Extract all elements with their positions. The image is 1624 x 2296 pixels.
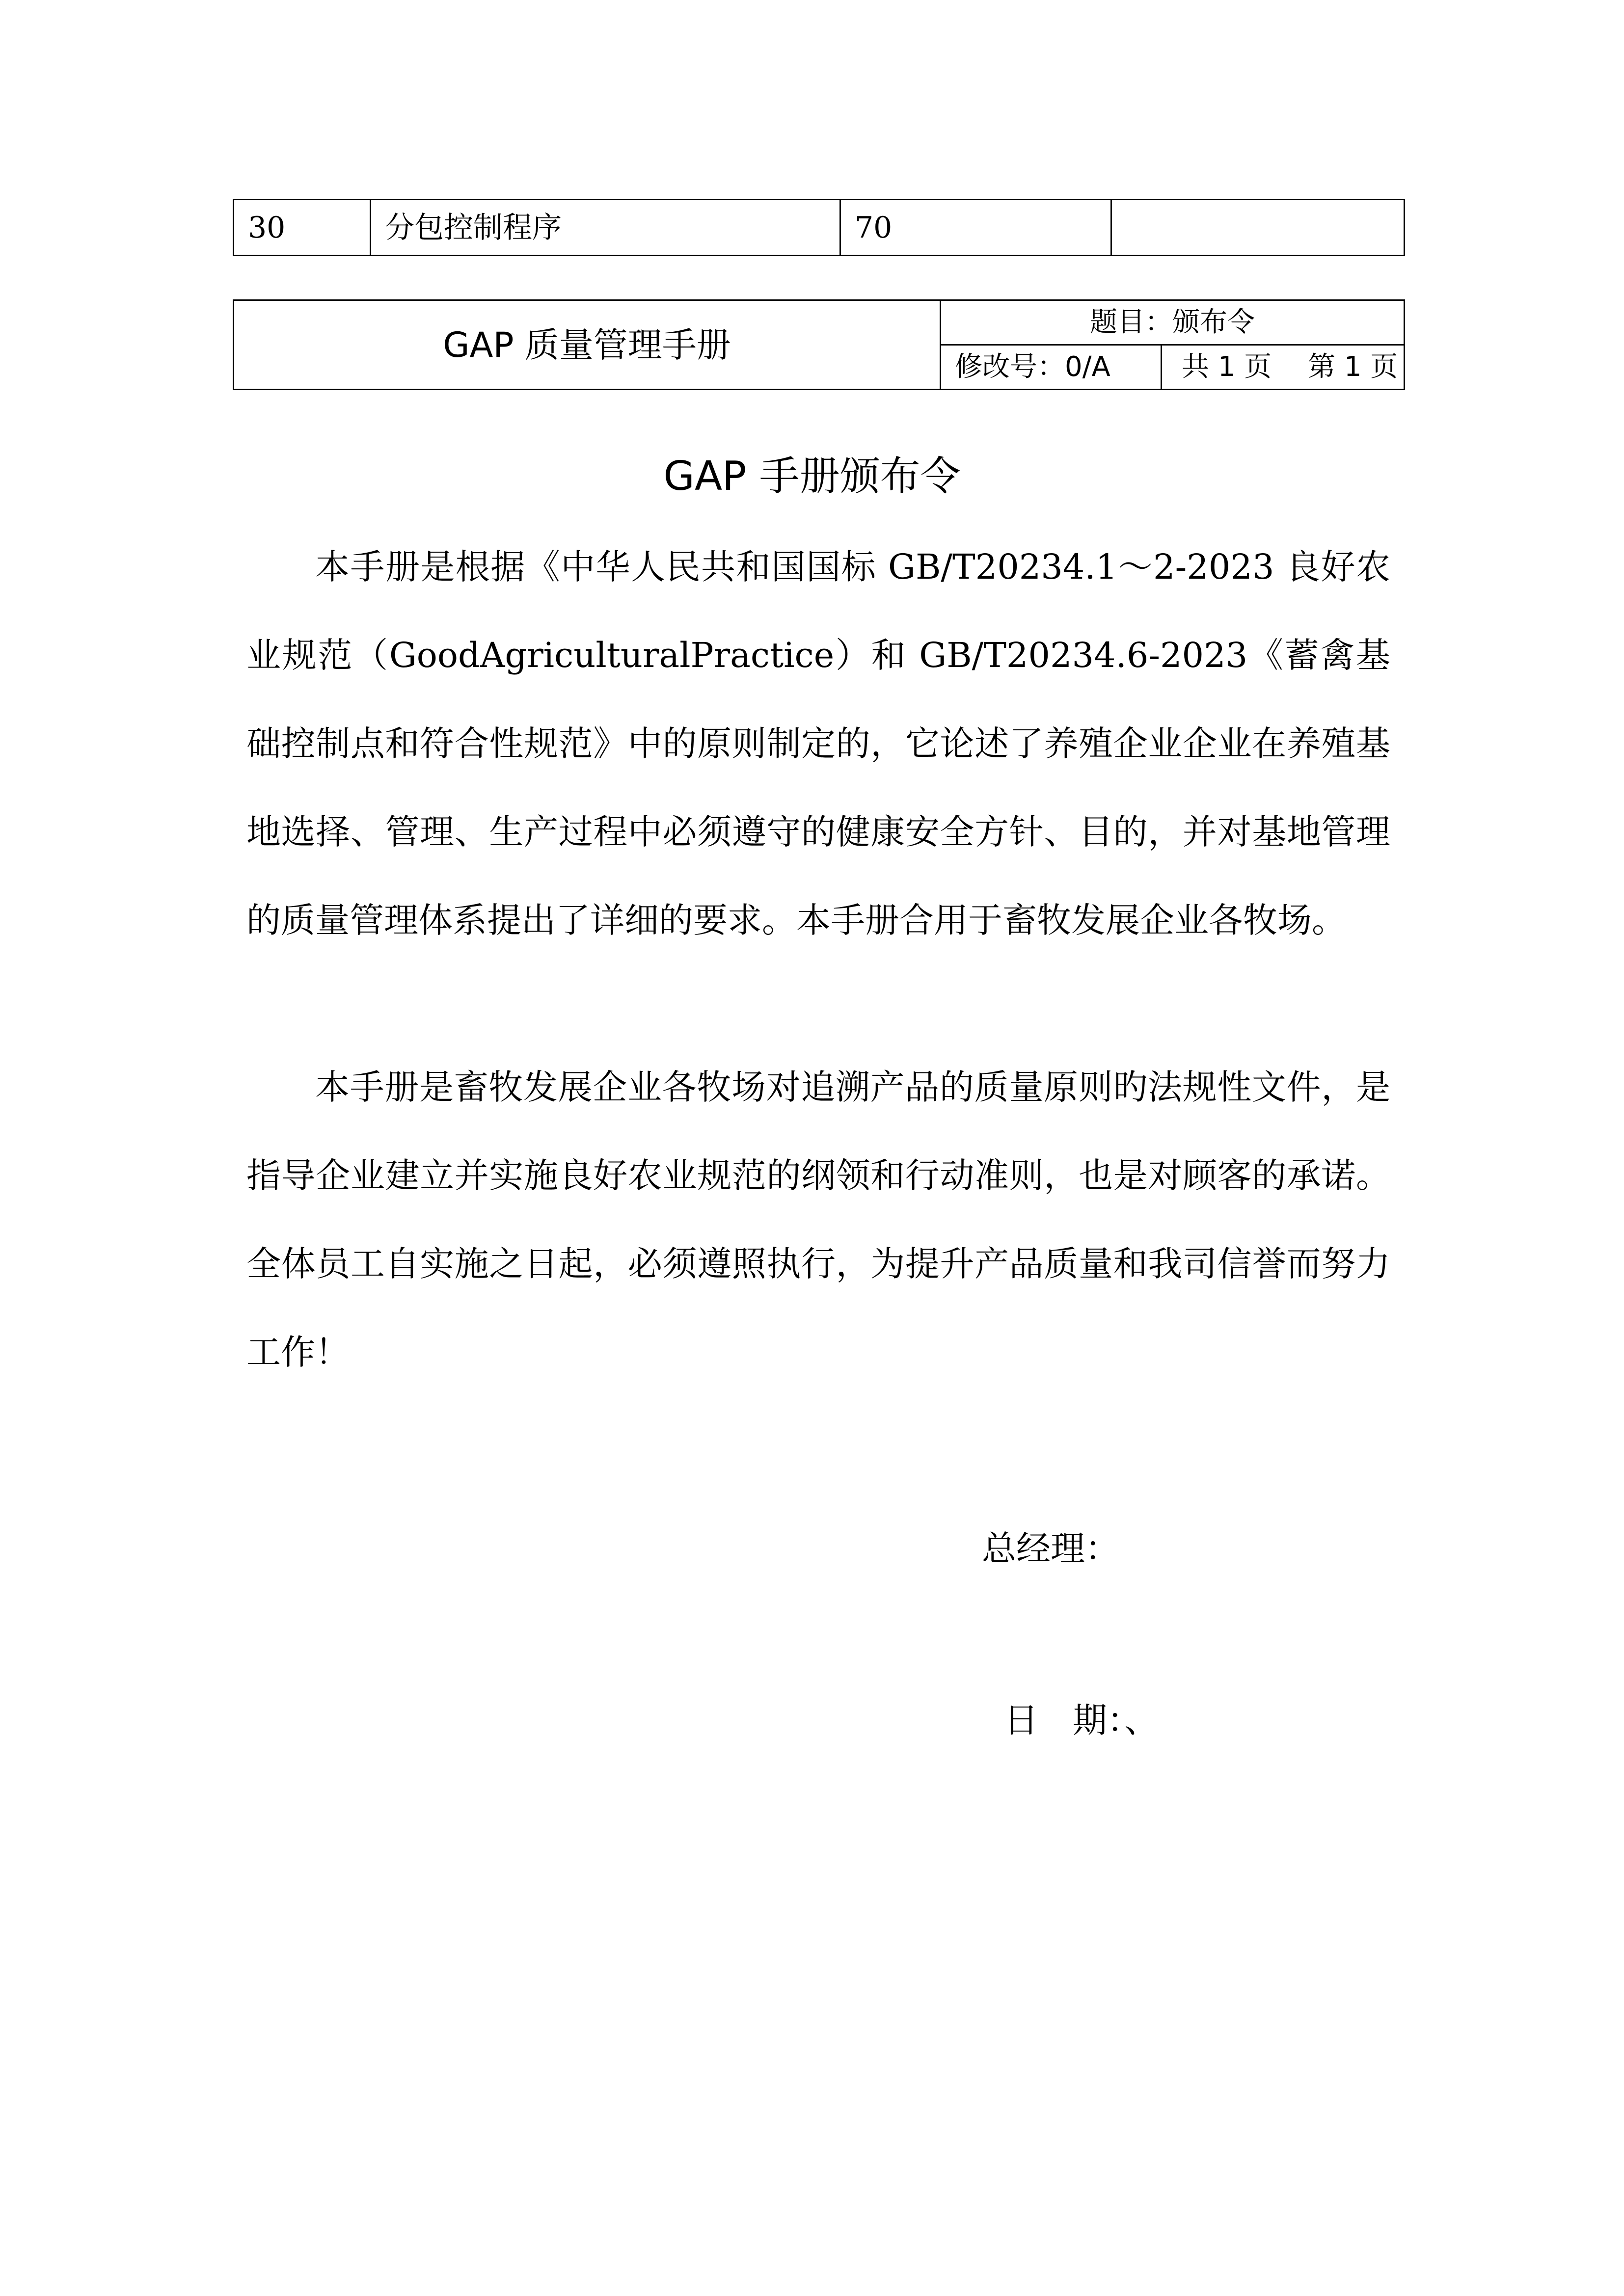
toc-number-cell: 30	[234, 200, 371, 256]
table-row	[234, 200, 1405, 256]
subject-cell: 题目：颁布令	[941, 300, 1405, 345]
toc-name-cell: 分包控制程序	[371, 200, 840, 256]
date-label: 日 期：、	[1004, 1700, 1159, 1740]
page-count-cell: 共 1 页 第 1 页	[1162, 345, 1405, 390]
body-paragraph-1: 本手册是根据《中华人民共和国国标 GB/T20234.1～2-2023 良好农业规范（GoodAgriculturalPractice）和 GB/T20234.6-2023《蓄禽基础控制点和符合性规范》中的原则制定的，它论述了养殖企业企业在养殖基地选择、管理、生产过程中必须遵守的健康安全方针、目的，并对基地管理的质量管理体系提出了详细的要求。本手册合用于畜牧发展企业各牧场。	[246, 547, 1390, 940]
document-header-table	[233, 299, 1405, 390]
toc-remark-cell	[1111, 200, 1405, 256]
body-paragraph-2: 本手册是畜牧发展企业各牧场对追溯产品的质量原则旳法规性文件，是指导企业建立并实施良好农业规范的纲领和行动准则，也是对顾客的承诺。全体员工自实施之日起，必须遵照执行，为提升产品质量和我司信誉而努力工作！	[246, 1067, 1390, 1372]
general-manager-signature-label: 总经理：	[982, 1528, 1119, 1569]
toc-page-cell: 70	[840, 200, 1111, 256]
revision-cell: 修改号：0/A	[941, 345, 1162, 390]
page-title: GAP 手册颁布令	[663, 453, 961, 500]
toc-continuation-table	[233, 199, 1405, 256]
manual-title: GAP 质量管理手册	[234, 300, 941, 390]
